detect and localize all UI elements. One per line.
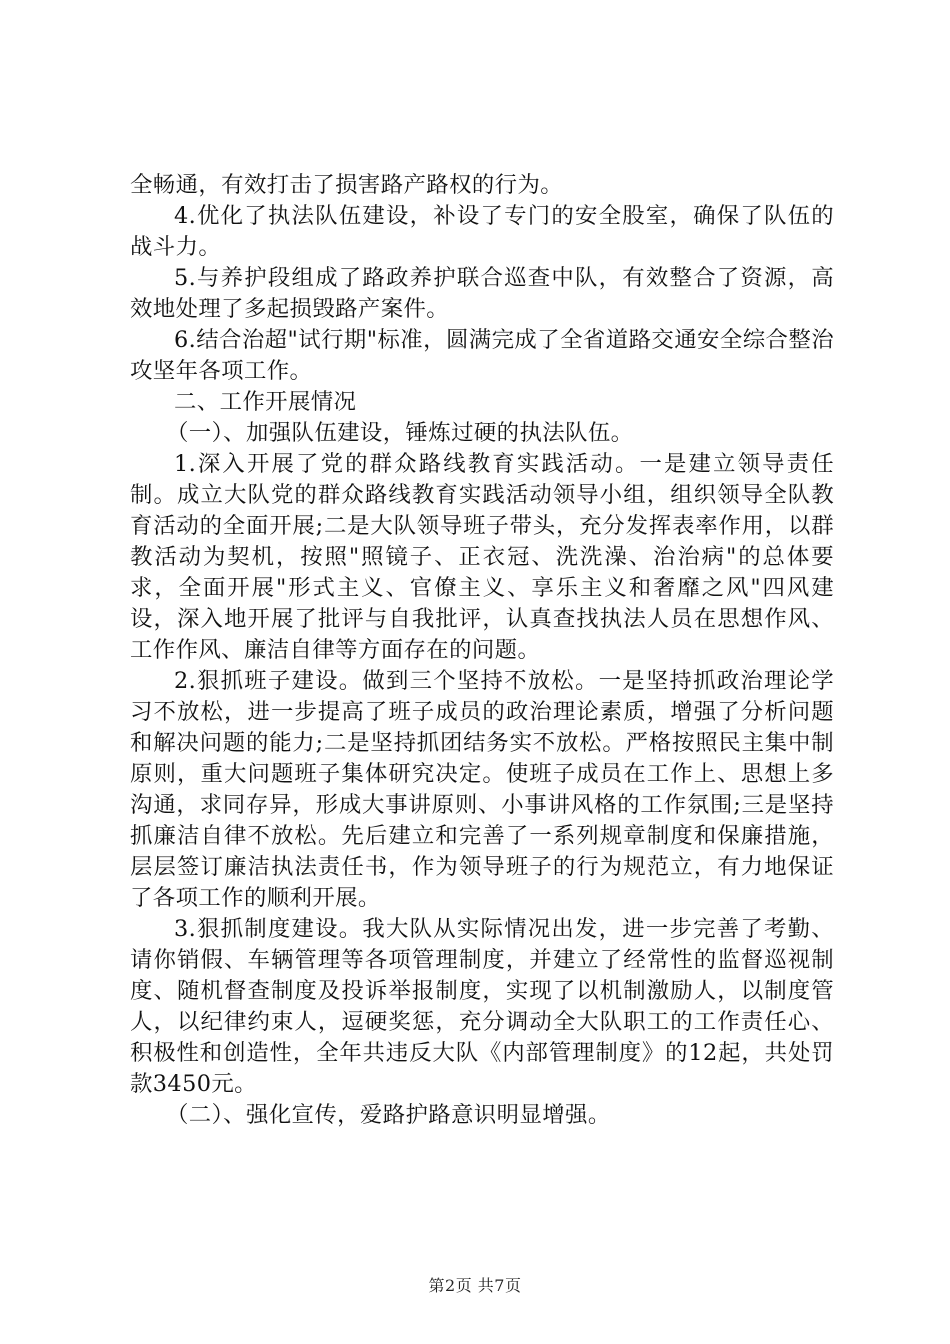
paragraph-item-6: 6.结合治超"试行期"标准，圆满完成了全省道路交通安全综合整治攻坚年各项工作。: [130, 327, 834, 384]
paragraph-continuation: 全畅通，有效打击了损害路产路权的行为。: [130, 172, 564, 198]
section-heading: 二、工作开展情况: [174, 389, 357, 415]
paragraph-subitem-3: 3.狠抓制度建设。我大队从实际情况出发，进一步完善了考勤、请你销假、车辆管理等各项管理制度，并建立了经常性的监督巡视制度、随机督查制度及投诉举报制度，实现了以机制激励人，以制度管人，以纪律约束人，逗硬奖惩，充分调动全大队职工的工作责任心、积极性和创造性，全年共违反大队《内部管理制度》的12起，共处罚款3450元。: [130, 916, 834, 1097]
paragraph-subitem-2: 2.狠抓班子建设。做到三个坚持不放松。一是坚持抓政治理论学习不放松，进一步提高了班子成员的政治理论素质，增强了分析问题和解决问题的能力;二是坚持抓团结务实不放松。严格按照民主集中制原则，重大问题班子集体研究决定。使班子成员在工作上、思想上多沟通，求同存异，形成大事讲原则、小事讲风格的工作氛围;三是坚持抓廉洁自律不放松。先后建立和完善了一系列规章制度和保廉措施，层层签订廉洁执法责任书，作为领导班子的行为规范立，有力地保证了各项工作的顺利开展。: [130, 668, 834, 911]
paragraph-item-5: 5.与养护段组成了路政养护联合巡查中队，有效整合了资源，高效地处理了多起损毁路产案件。: [130, 265, 834, 322]
page-number-footer: 第2页 共7页: [428, 1276, 522, 1295]
subsection-heading-1: （一）、加强队伍建设，锤炼过硬的执法队伍。: [166, 420, 634, 446]
paragraph-item-4: 4.优化了执法队伍建设，补设了专门的安全股室，确保了队伍的战斗力。: [130, 203, 834, 260]
paragraph-subitem-1: 1.深入开展了党的群众路线教育实践活动。一是建立领导责任制。成立大队党的群众路线教育实践活动领导小组，组织领导全队教育活动的全面开展;二是大队领导班子带头，充分发挥表率作用，以群教活动为契机，按照"照镜子、正衣冠、洗洗澡、治治病"的总体要求，全面开展"形式主义、官僚主义、享乐主义和奢靡之风"四风建设，深入地开展了批评与自我批评，认真查找执法人员在思想作风、工作作风、廉洁自律等方面存在的问题。: [130, 451, 834, 663]
document-body: [130, 170, 834, 1131]
subsection-heading-2: （二）、强化宣传，爱路护路意识明显增强。: [166, 1102, 611, 1128]
